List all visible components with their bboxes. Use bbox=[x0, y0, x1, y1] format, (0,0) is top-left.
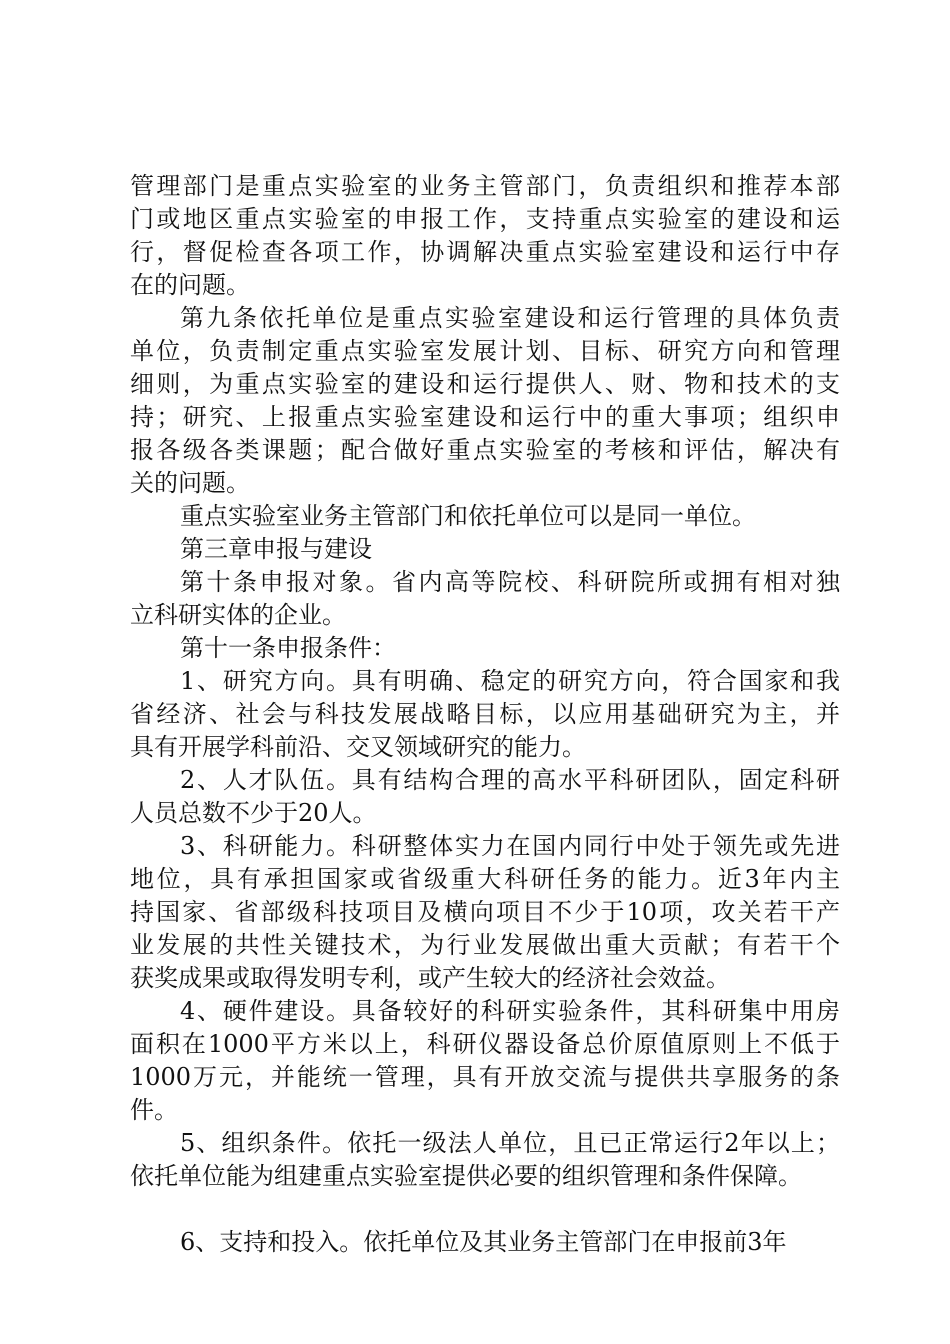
text-line: 面积在1000平方米以上，科研仪器设备总价原值原则上不低于 bbox=[130, 1030, 840, 1058]
text-line: 关的问题。 bbox=[130, 469, 250, 497]
paragraph bbox=[130, 1127, 840, 1193]
paragraph bbox=[130, 995, 840, 1127]
text-line: 在的问题。 bbox=[130, 271, 250, 299]
paragraph bbox=[130, 566, 840, 632]
text-line: 地位，具有承担国家或省级重大科研任务的能力。近3年内主 bbox=[130, 865, 840, 893]
text-line: 第三章申报与建设 bbox=[180, 535, 372, 563]
text-line: 重点实验室业务主管部门和依托单位可以是同一单位。 bbox=[180, 502, 756, 530]
text-line: 1、研究方向。具有明确、稳定的研究方向，符合国家和我 bbox=[180, 667, 840, 695]
text-line: 业发展的共性关键技术，为行业发展做出重大贡献；有若干个 bbox=[130, 931, 840, 959]
text-line: 件。 bbox=[130, 1096, 178, 1124]
text-line: 立科研实体的企业。 bbox=[130, 601, 346, 629]
text-line: 细则，为重点实验室的建设和运行提供人、财、物和技术的支 bbox=[130, 370, 840, 398]
paragraph bbox=[130, 830, 840, 995]
paragraph bbox=[130, 170, 840, 302]
text-line: 3、科研能力。科研整体实力在国内同行中处于领先或先进 bbox=[180, 832, 840, 860]
document-page bbox=[130, 170, 840, 1259]
text-line: 报各级各类课题；配合做好重点实验室的考核和评估，解决有 bbox=[130, 436, 840, 464]
text-line: 4、硬件建设。具备较好的科研实验条件，其科研集中用房 bbox=[180, 997, 840, 1025]
paragraph bbox=[130, 632, 840, 665]
text-line: 6、支持和投入。依托单位及其业务主管部门在申报前3年 bbox=[180, 1228, 787, 1256]
text-line: 省经济、社会与科技发展战略目标，以应用基础研究为主，并 bbox=[130, 700, 840, 728]
text-line: 持国家、省部级科技项目及横向项目不少于10项，攻关若干产 bbox=[130, 898, 840, 926]
text-line: 人员总数不少于20人。 bbox=[130, 799, 377, 827]
text-line: 第十一条申报条件： bbox=[180, 634, 396, 662]
text-line: 第十条申报对象。省内高等院校、科研院所或拥有相对独 bbox=[180, 568, 840, 596]
paragraph bbox=[130, 764, 840, 830]
text-line: 5、组织条件。依托一级法人单位，且已正常运行2年以上； bbox=[180, 1129, 840, 1157]
text-line: 具有开展学科前沿、交叉领域研究的能力。 bbox=[130, 733, 586, 761]
text-line: 行，督促检查各项工作，协调解决重点实验室建设和运行中存 bbox=[130, 238, 840, 266]
paragraph bbox=[130, 302, 840, 500]
text-line: 管理部门是重点实验室的业务主管部门，负责组织和推荐本部 bbox=[130, 172, 840, 200]
paragraph-gap bbox=[130, 1193, 840, 1226]
paragraph bbox=[130, 665, 840, 764]
text-line: 依托单位能为组建重点实验室提供必要的组织管理和条件保障。 bbox=[130, 1162, 802, 1190]
text-line: 持；研究、上报重点实验室建设和运行中的重大事项；组织申 bbox=[130, 403, 840, 431]
text-line: 1000万元，并能统一管理，具有开放交流与提供共享服务的条 bbox=[130, 1063, 840, 1091]
paragraph bbox=[130, 533, 840, 566]
text-line: 第九条依托单位是重点实验室建设和运行管理的具体负责 bbox=[180, 304, 840, 332]
text-line: 获奖成果或取得发明专利，或产生较大的经济社会效益。 bbox=[130, 964, 730, 992]
text-line: 门或地区重点实验室的申报工作，支持重点实验室的建设和运 bbox=[130, 205, 840, 233]
text-line: 2、人才队伍。具有结构合理的高水平科研团队，固定科研 bbox=[180, 766, 840, 794]
text-line: 单位，负责制定重点实验室发展计划、目标、研究方向和管理 bbox=[130, 337, 840, 365]
paragraph bbox=[130, 500, 840, 533]
paragraph bbox=[130, 1226, 840, 1259]
